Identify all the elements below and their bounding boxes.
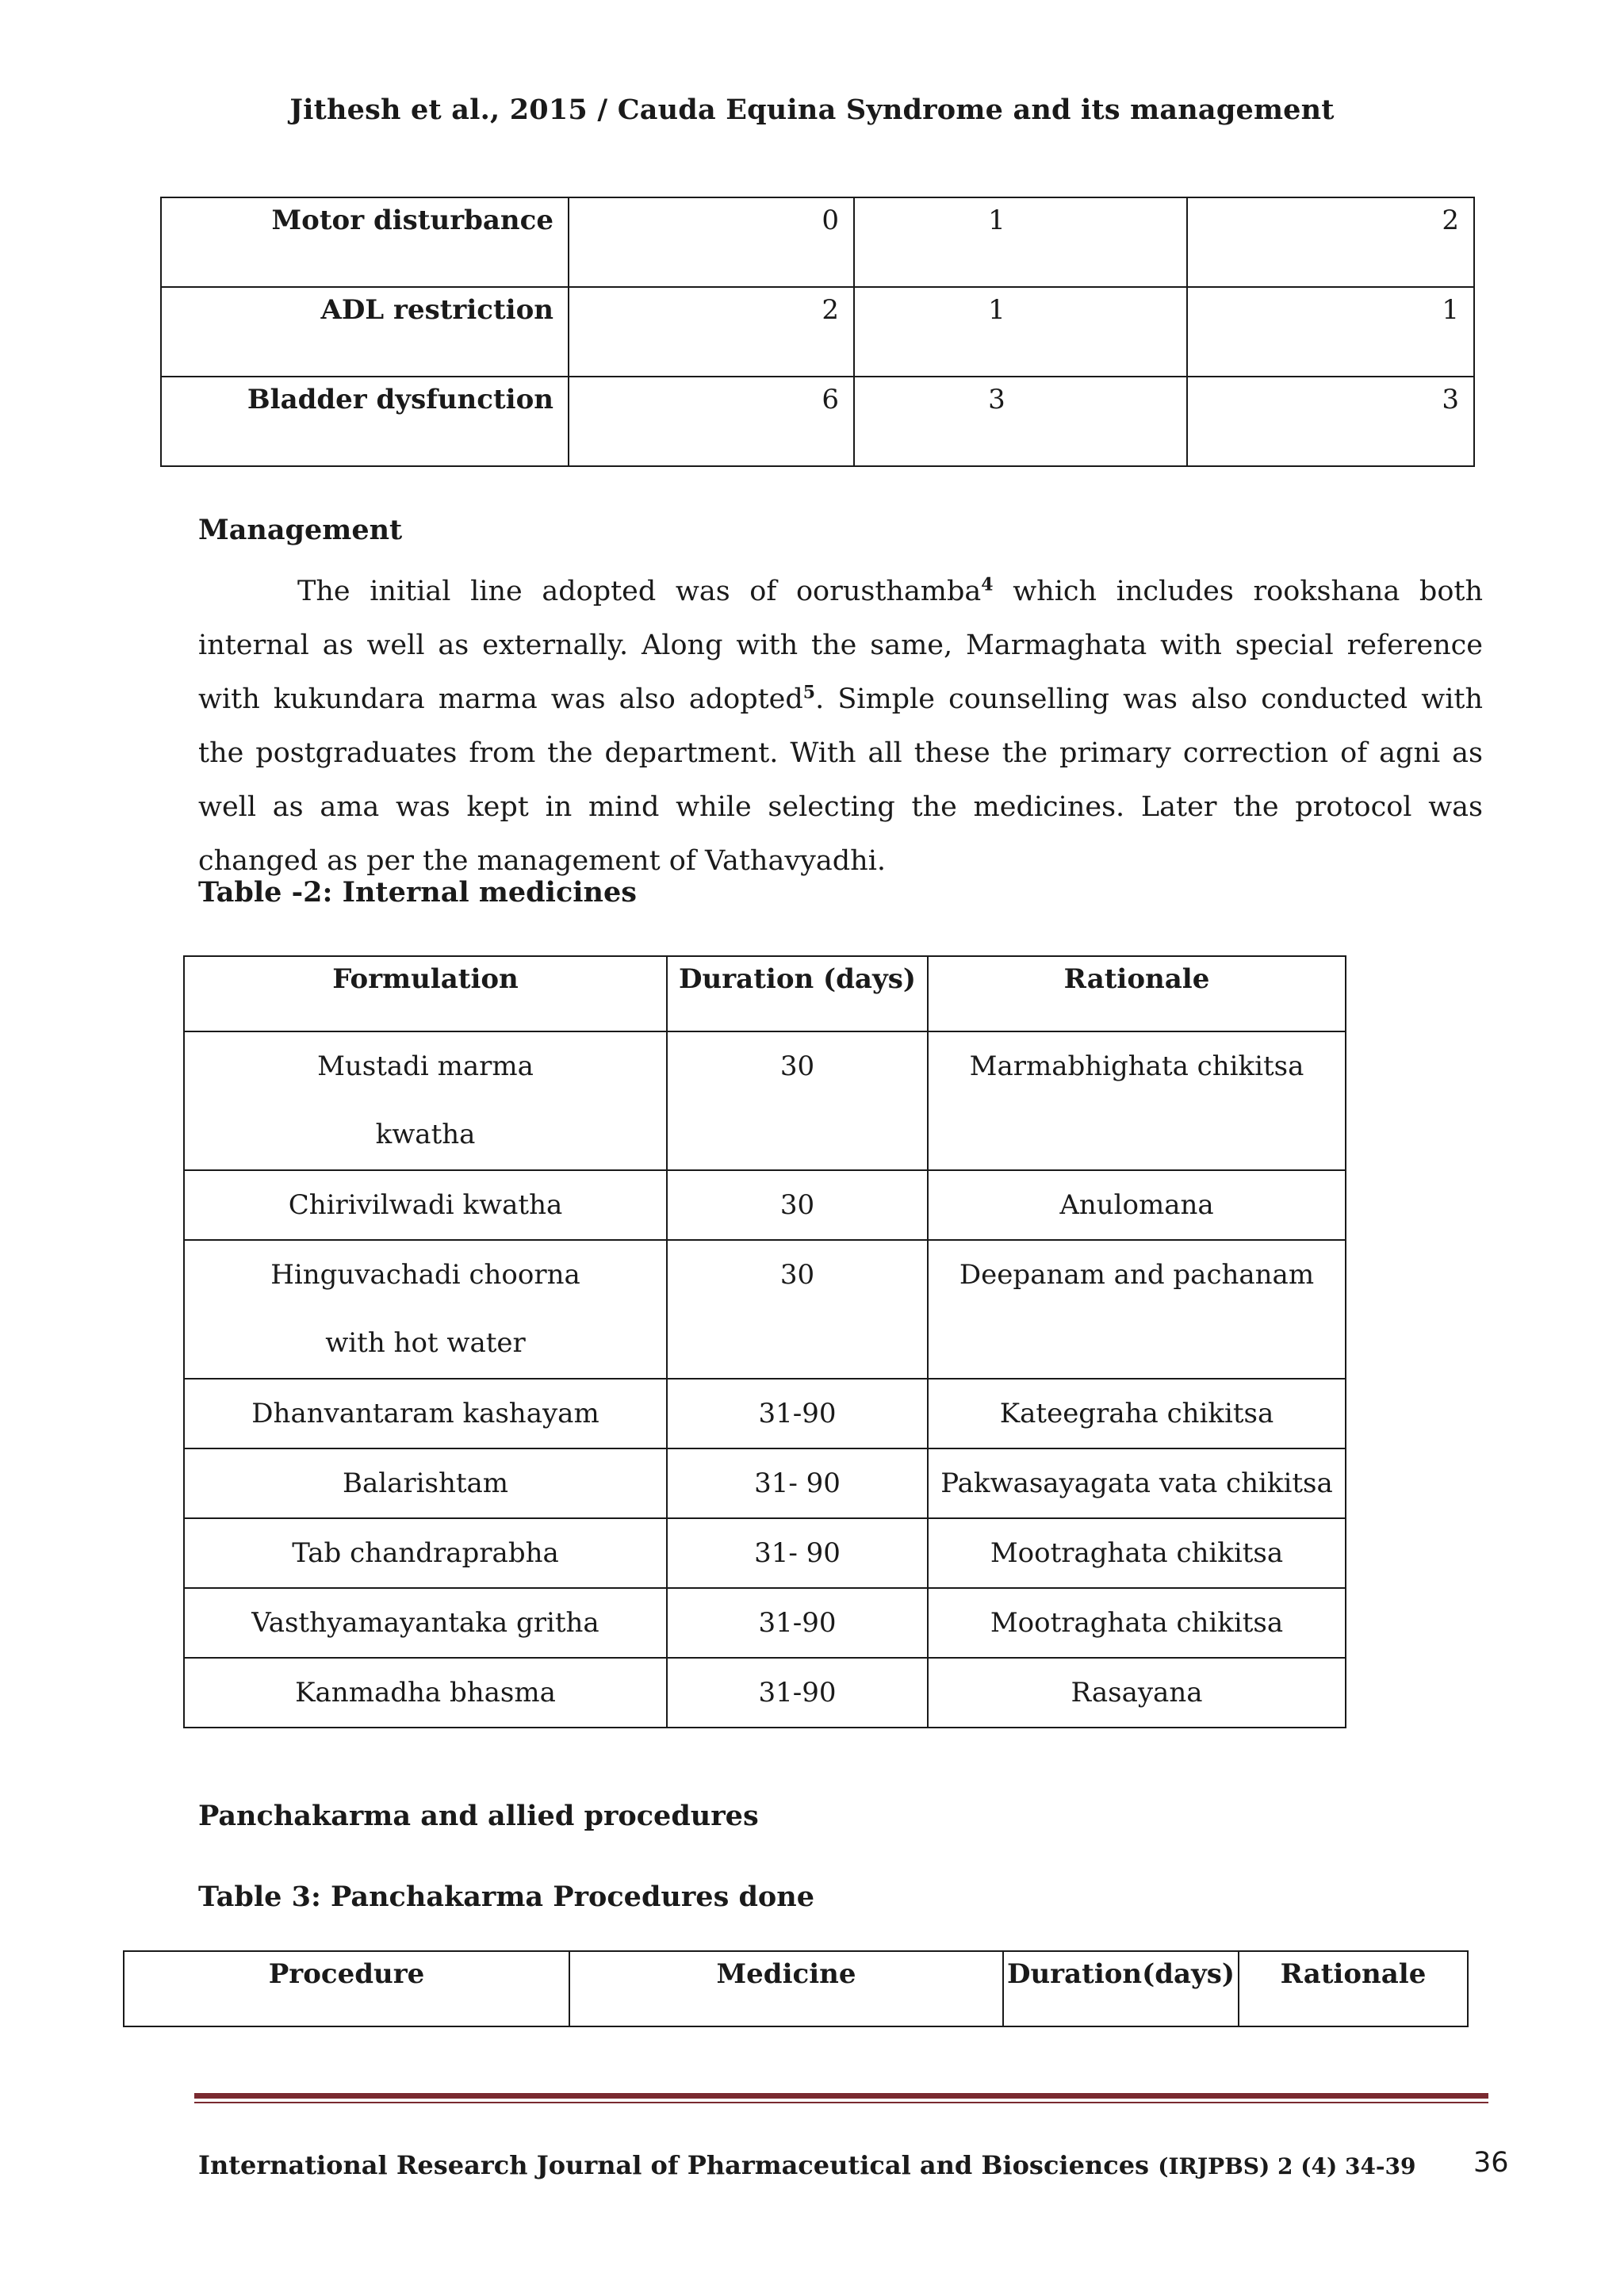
footer-rule [194,2093,1488,2099]
journal-footer: International Research Journal of Pharmaceutical and Biosciences (IRJPBS) 2 (4) 34-39 [198,2150,1416,2180]
cell-value: 3 [854,377,1187,466]
cell-value: 1 [854,287,1187,377]
column-header: Procedure [124,1951,569,2026]
cell-value: 1 [1187,287,1474,377]
footer-rule-thin [194,2102,1488,2103]
duration-cell: 31-90 [667,1588,928,1658]
rationale-cell: Kateegraha chikitsa [928,1379,1346,1448]
duration-cell: 30 [667,1170,928,1240]
formulation-cell: Kanmadha bhasma [184,1658,667,1728]
column-header: Duration(days) [1003,1951,1239,2026]
internal-medicines-table [183,955,1346,1728]
column-header: Formulation [184,956,667,1031]
formulation-cell: Dhanvantaram kashayam [184,1379,667,1448]
cell-value: 6 [569,377,854,466]
duration-cell: 31-90 [667,1379,928,1448]
cell-value: 0 [569,197,854,287]
symptom-score-table [160,197,1475,467]
column-header: Rationale [1239,1951,1468,2026]
table-row [161,377,1474,466]
duration-cell: 31- 90 [667,1518,928,1588]
table3-caption: Table 3: Panchakarma Procedures done [198,1881,814,1913]
row-label: Bladder dysfunction [161,377,569,466]
table-row [184,1170,1346,1240]
reference-marker: 4 [981,574,994,595]
table-row [184,1518,1346,1588]
rationale-cell: Mootraghata chikitsa [928,1588,1346,1658]
duration-cell: 30 [667,1240,928,1379]
rationale-cell: Pakwasayagata vata chikitsa [928,1448,1346,1518]
rationale-cell: Deepanam and pachanam [928,1240,1346,1379]
row-label: Motor disturbance [161,197,569,287]
formulation-cell: Chirivilwadi kwatha [184,1170,667,1240]
column-header: Medicine [569,1951,1003,2026]
duration-cell: 31-90 [667,1658,928,1728]
cell-value: 2 [1187,197,1474,287]
cell-value: 3 [1187,377,1474,466]
panchakarma-table [123,1950,1469,2027]
rationale-cell: Mootraghata chikitsa [928,1518,1346,1588]
table2-caption: Table -2: Internal medicines [198,876,637,909]
rationale-cell: Anulomana [928,1170,1346,1240]
table-row [184,1448,1346,1518]
formulation-cell: Mustadi marma kwatha [184,1031,667,1170]
table-row [184,1588,1346,1658]
row-label: ADL restriction [161,287,569,377]
duration-cell: 31- 90 [667,1448,928,1518]
table-row [161,197,1474,287]
reference-marker: 5 [802,682,816,703]
table-row [184,1658,1346,1728]
table-row [161,287,1474,377]
formulation-cell: Balarishtam [184,1448,667,1518]
table-row [184,1379,1346,1448]
table-row [184,1240,1346,1379]
management-paragraph: The initial line adopted was of oorusthamba$^4$ which includes rookshana both internal as well as externally. Along with the same, Marmaghata with special reference with kukundara marma was also adopted$^5$. Simple counselling was also conducted with the postgraduates from the department. With all these the primary correction of agni as well as ama was kept in mind while selecting the medicines. Later the protocol was changed as per the management of Vathavyadhi. [198,574,1484,877]
management-heading: Management [198,514,403,546]
running-header: Jithesh et al., 2015 / Cauda Equina Syndrome and its management [289,94,1335,126]
formulation-cell: Tab chandraprabha [184,1518,667,1588]
duration-cell: 30 [667,1031,928,1170]
formulation-cell: Hinguvachadi choorna with hot water [184,1240,667,1379]
page-number: 36 [1473,2147,1509,2179]
cell-value: 2 [569,287,854,377]
cell-value: 1 [854,197,1187,287]
table-header-row [184,956,1346,1031]
rationale-cell: Marmabhighata chikitsa [928,1031,1346,1170]
table-header-row [124,1951,1468,2026]
table-row [184,1031,1346,1170]
rationale-cell: Rasayana [928,1658,1346,1728]
formulation-cell: Vasthyamayantaka gritha [184,1588,667,1658]
column-header: Duration (days) [667,956,928,1031]
column-header: Rationale [928,956,1346,1031]
panchakarma-heading: Panchakarma and allied procedures [198,1800,759,1832]
